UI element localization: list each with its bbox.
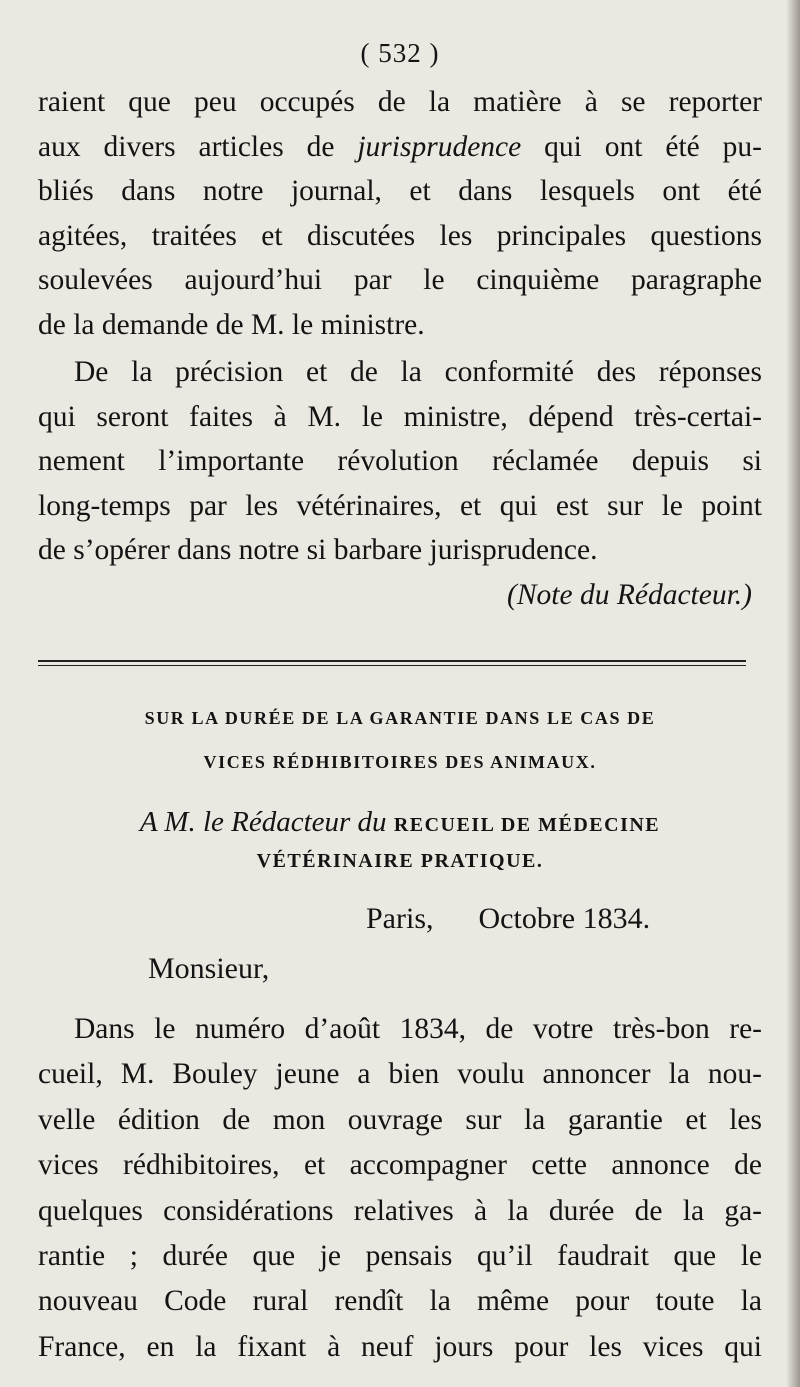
text-line: qui seront faites à M. le ministre, dépend très-certai- (38, 400, 762, 433)
dateline: Paris, Octobre 1834. (366, 902, 651, 935)
journal-name: RECUEIL DE MÉDECINE (393, 814, 661, 836)
text-line: France, en la fixant à neuf jours pour les vices qui (38, 1330, 762, 1363)
text-line: raient que peu occupés de la matière à se reporter (38, 86, 762, 118)
text-line: quelques considérations relatives à la durée de la ga- (38, 1194, 762, 1227)
text-line: De la précision et de la conformité des réponses (74, 356, 762, 388)
text-span: qui ont été pu- (521, 130, 762, 163)
text-line: vices rédhibitoires, et accompagner cette annonce de (38, 1149, 762, 1182)
text-line: long-temps par les vétérinaires, et qui est sur le point (38, 489, 762, 522)
text-line: nouveau Code rural rendît la même pour toute la (38, 1285, 762, 1318)
editor-note: (Note du Rédacteur.) (507, 578, 752, 611)
text-line: Dans le numéro d’août 1834, de votre très-bon re- (74, 1013, 762, 1045)
text-span: aux divers articles de (38, 130, 358, 163)
paragraph-3 (38, 1007, 762, 1370)
section-title-line-2: VICES RÉDHIBITOIRES DES ANIMAUX. (203, 752, 597, 772)
text-line: cueil, M. Bouley jeune a bien voulu annoncer la nou- (38, 1058, 762, 1091)
paragraph-1 (38, 80, 762, 348)
text-line: rantie ; durée que je pensais qu’il faudrait que le (38, 1239, 762, 1272)
address-line-1 (0, 806, 800, 839)
address-prefix: A M. le Rédacteur du (139, 806, 394, 838)
greeting: Monsieur, (148, 952, 270, 985)
text-line: nement l’importante révolution réclamée depuis si (38, 445, 762, 478)
text-line: de s’opérer dans notre si barbare jurisprudence. (38, 534, 598, 567)
section-divider (38, 660, 746, 666)
text-line: bliés dans notre journal, et dans lesquels ont été (38, 175, 762, 208)
italic-term: jurisprudence (357, 130, 522, 163)
address-line-2: VÉTÉRINAIRE PRATIQUE. (256, 850, 544, 872)
text-line (38, 125, 762, 170)
text-line: agitées, traitées et discutées les principales questions (38, 219, 762, 252)
text-line: soulevées aujourd’hui par le cinquième paragraphe (38, 264, 762, 297)
page-number: ( 532 ) (360, 38, 440, 68)
page-edge-shadow (786, 0, 800, 1387)
paragraph-2 (38, 350, 762, 618)
text-line: velle édition de mon ouvrage sur la garantie et les (38, 1103, 762, 1136)
section-title-line-1: SUR LA DURÉE DE LA GARANTIE DANS LE CAS DE (144, 708, 656, 728)
text-line: de la demande de M. le ministre. (38, 308, 425, 341)
